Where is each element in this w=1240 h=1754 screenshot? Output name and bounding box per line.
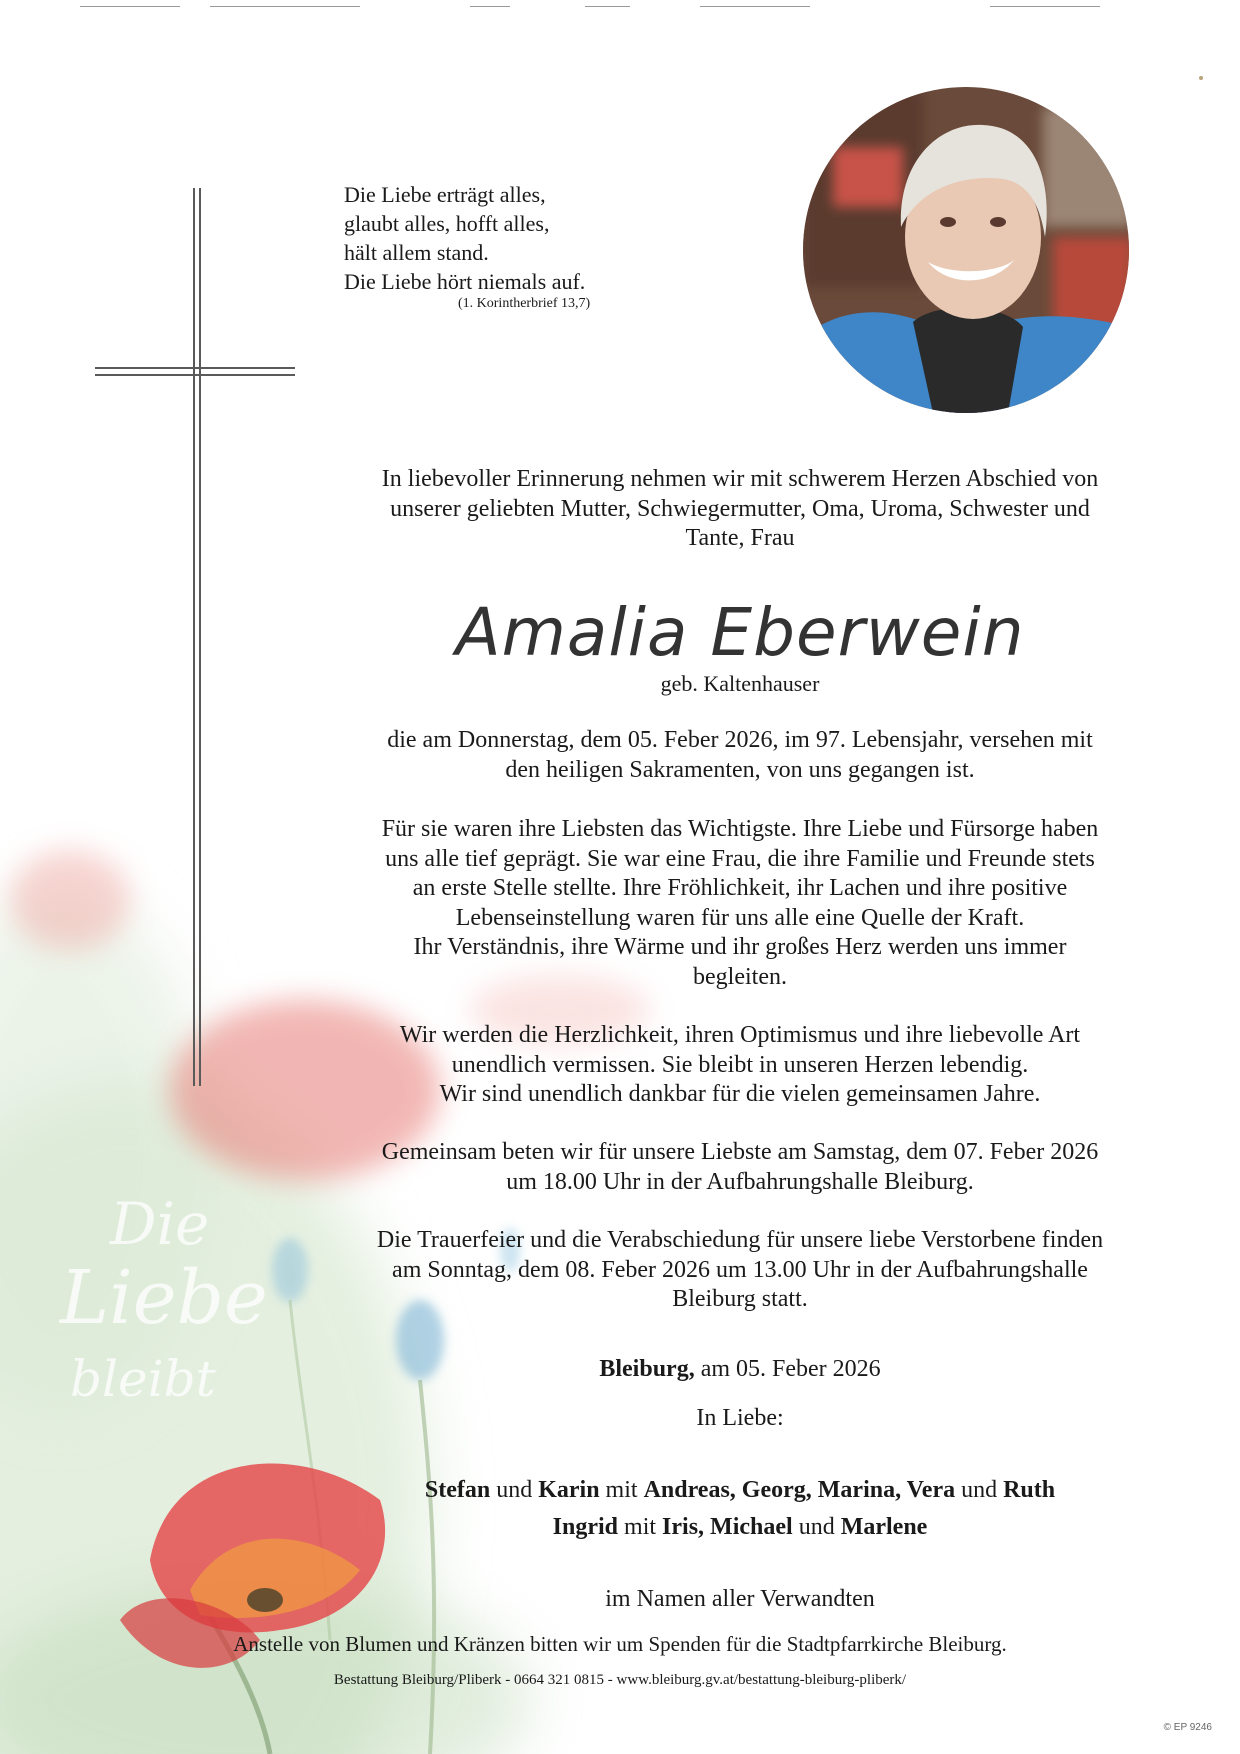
verse-line: glaubt alles, hofft alles, <box>344 211 550 236</box>
missing-text <box>335 1021 1145 1110</box>
family-connector: und <box>955 1477 1004 1503</box>
verse-source: (1. Korintherbrief 13,7) <box>458 296 591 311</box>
family-member-name: Andreas, Georg, Marina, Vera <box>643 1477 956 1503</box>
family-connector: und <box>490 1477 539 1503</box>
family-connector: mit <box>599 1477 644 1503</box>
tribute-line: Lebenseinstellung waren für uns alle eine Quelle der Kraft. <box>455 904 1025 931</box>
family-member-name: Karin <box>538 1477 600 1503</box>
family-connector: und <box>792 1514 841 1540</box>
tribute-line: an erste Stelle stellte. Ihre Fröhlichkeit, ihr Lachen und ihre positive <box>412 875 1068 901</box>
intro-line: unserer geliebten Mutter, Schwiegermutter, Oma, Uroma, Schwester und <box>390 495 1090 522</box>
death-notice <box>335 726 1145 785</box>
family-member-name: Marlene <box>840 1514 928 1540</box>
verse-line: Die Liebe erträgt alles, <box>344 182 546 207</box>
missing-line: Wir werden die Herzlichkeit, ihren Optimismus und ihre liebevolle Art <box>399 1022 1081 1048</box>
prayer-line: um 18.00 Uhr in der Aufbahrungshalle Bleiburg. <box>506 1168 974 1195</box>
family-line-1 <box>335 1476 1145 1506</box>
intro-line: In liebevoller Erinnerung nehmen wir mit schwerem Herzen Abschied von <box>381 466 1099 492</box>
funeral-line: Bleiburg statt. <box>672 1286 808 1312</box>
deceased-name: Amalia Eberwein <box>455 594 1025 671</box>
in-love-label: In Liebe: <box>696 1405 784 1431</box>
death-notice-line: die am Donnerstag, dem 05. Feber 2026, im 97. Lebensjahr, versehen mit <box>387 727 1093 753</box>
family-connector: mit <box>618 1514 663 1540</box>
watermark-word: Die <box>110 1190 210 1258</box>
verse-line: hält allem stand. <box>344 240 489 265</box>
family-member-name: Stefan <box>424 1477 491 1503</box>
donation-note: Anstelle von Blumen und Kränzen bitten wir um Spenden für die Stadtpfarrkirche Bleiburg. <box>233 1632 1007 1656</box>
intro-text <box>335 465 1145 554</box>
watermark-word: bleibt <box>70 1350 216 1408</box>
tribute-line: Für sie waren ihre Liebsten das Wichtigste. Ihre Liebe und Fürsorge haben <box>381 816 1099 842</box>
family-member-name: Iris, Michael <box>662 1514 793 1540</box>
document-code: © EP 9246 <box>1163 1722 1212 1733</box>
prayer-text <box>335 1138 1145 1197</box>
missing-line: Wir sind unendlich dankbar für die vielen gemeinsamen Jahre. <box>439 1081 1041 1107</box>
tribute-text <box>335 815 1145 992</box>
place-date <box>335 1355 1145 1385</box>
intro-line: Tante, Frau <box>685 525 795 551</box>
death-notice-line: den heiligen Sakramenten, von uns gegangen ist. <box>505 756 975 783</box>
tribute-line: begleiten. <box>693 963 787 990</box>
bible-verse <box>344 180 585 296</box>
place: Bleiburg, <box>599 1356 695 1382</box>
portrait-photo <box>803 87 1129 413</box>
funeral-line: Die Trauerfeier und die Verabschiedung für unsere liebe Verstorbene finden <box>376 1227 1104 1253</box>
watermark-word: Liebe <box>60 1255 268 1341</box>
date: am 05. Feber 2026 <box>694 1356 881 1382</box>
prayer-line: Gemeinsam beten wir für unsere Liebste am Samstag, dem 07. Feber 2026 <box>381 1139 1099 1165</box>
family-line-2 <box>335 1513 1145 1543</box>
funeral-home-contact: Bestattung Bleiburg/Pliberk - 0664 321 0815 - www.bleiburg.gv.at/bestattung-bleiburg-pliberk/ <box>333 1672 907 1688</box>
tribute-line: Ihr Verständnis, ihre Wärme und ihr großes Herz werden uns immer <box>413 934 1067 960</box>
missing-line: unendlich vermissen. Sie bleibt in unseren Herzen lebendig. <box>451 1051 1029 1078</box>
relatives-line: im Namen aller Verwandten <box>605 1586 875 1612</box>
maiden-name: geb. Kaltenhauser <box>660 671 820 696</box>
tribute-line: uns alle tief geprägt. Sie war eine Frau, die ihre Familie und Freunde stets <box>385 845 1095 872</box>
family-member-name: Ruth <box>1003 1477 1056 1503</box>
family-member-name: Ingrid <box>552 1514 619 1540</box>
funeral-line: am Sonntag, dem 08. Feber 2026 um 13.00 Uhr in der Aufbahrungshalle <box>392 1256 1088 1283</box>
verse-line: Die Liebe hört niemals auf. <box>344 269 586 294</box>
funeral-text <box>335 1226 1145 1315</box>
